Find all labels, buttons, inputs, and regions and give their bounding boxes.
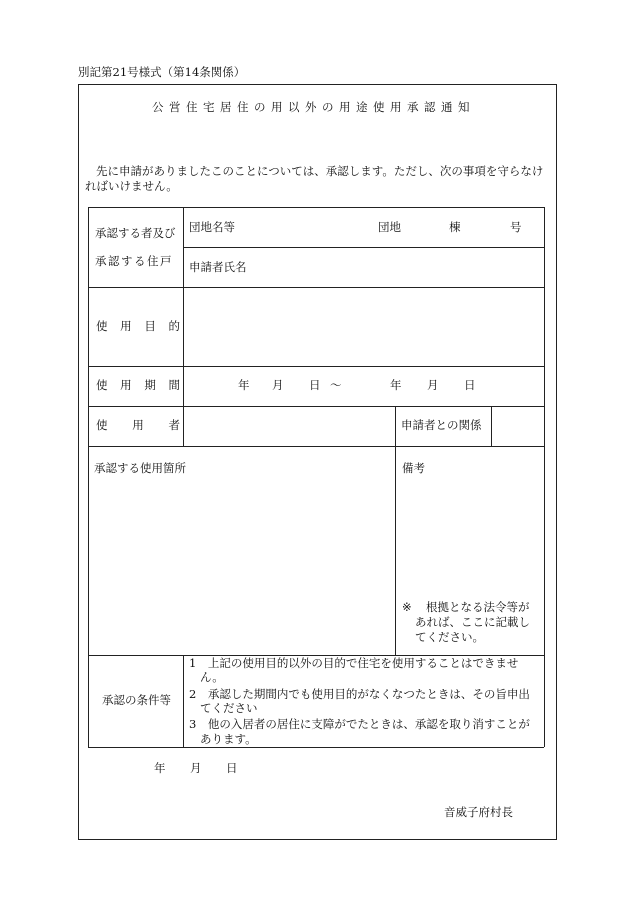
condition-3-line-1: 3 他の入居者の居住に支障がでたときは、承認を取り消すことが	[189, 717, 530, 731]
intro-text-line-1: 先に申請がありましたこのことについては、承認します。ただし、次の事項を守らなけ	[96, 164, 544, 178]
condition-2-line-2: てください	[200, 701, 258, 715]
location-label: 承認する使用箇所	[94, 461, 186, 475]
note-line-2: あれば、ここに記載し	[415, 615, 530, 629]
intro-text-line-2: ればいけません。	[85, 179, 178, 193]
period-end-year: 年	[390, 378, 402, 392]
note-line-3: てください。	[415, 630, 484, 644]
period-start-day: 日	[309, 378, 321, 392]
period-start-month: 月	[272, 378, 284, 392]
conditions-label: 承認の条件等	[102, 693, 171, 707]
footer-month: 月	[190, 761, 202, 775]
user-label: 使 用 者	[96, 418, 180, 432]
condition-3-line-2: あります。	[200, 732, 257, 746]
note-mark: ※	[402, 600, 412, 614]
estate-label: 団地	[378, 220, 401, 234]
form-title: 公営住宅居住の用以外の用途使用承認通知	[152, 100, 475, 114]
condition-1-line-2: ん。	[200, 670, 224, 684]
period-label: 使 用 期 間	[96, 378, 180, 392]
applicant-name-label: 申請者氏名	[189, 260, 247, 274]
estate-name-label: 団地名等	[189, 220, 235, 234]
number-label: 号	[510, 220, 522, 234]
period-end-day: 日	[464, 378, 476, 392]
condition-1-line-1: 1 上記の使用目的以外の目的で住宅を使用することはできませ	[189, 656, 519, 670]
note-line-1: 根拠となる法令等が	[426, 600, 530, 614]
approver-label-1: 承認する者及び	[95, 226, 176, 240]
condition-2-line-1: 2 承認した期間内でも使用目的がなくなつたときは、その旨申出	[189, 687, 530, 701]
approver-label-2: 承認する住戸	[95, 254, 173, 268]
purpose-label: 使 用 目 的	[96, 319, 180, 333]
remarks-label: 備考	[402, 461, 425, 475]
form-number: 別記第21号様式（第14条関係）	[78, 65, 246, 79]
building-label: 棟	[449, 220, 461, 234]
issuer-name: 音威子府村長	[444, 805, 513, 819]
footer-year: 年	[154, 761, 166, 775]
relation-label: 申請者との関係	[401, 418, 482, 432]
period-tilde: ～	[330, 378, 342, 392]
period-start-year: 年	[238, 378, 250, 392]
period-end-month: 月	[427, 378, 439, 392]
footer-day: 日	[226, 761, 238, 775]
